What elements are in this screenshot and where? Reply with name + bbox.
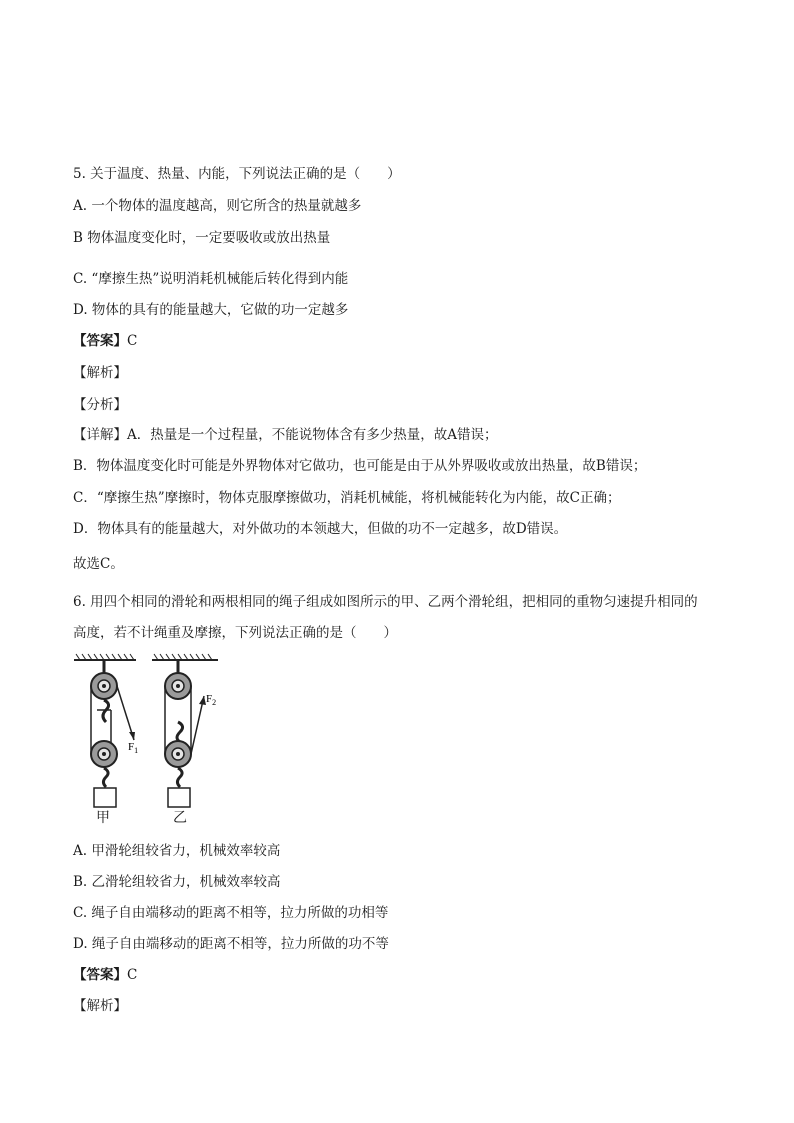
q5-analysis-tag: 【解析】	[73, 365, 127, 381]
q6-stem-line1: 6. 用四个相同的滑轮和两根相同的绳子组成如图所示的甲、乙两个滑轮组，把相同的重物匀速提升相同的	[73, 594, 698, 610]
answer-value: C	[127, 967, 138, 983]
answer-tag: 【答案】	[73, 967, 127, 983]
answer-tag: 【答案】	[73, 333, 127, 349]
q6-option-a: A. 甲滑轮组较省力，机械效率较高	[73, 843, 281, 859]
q5-fenxi-tag: 【分析】	[73, 397, 127, 413]
detail-text: A．热量是一个过程量，不能说物体含有多少热量，故A错误；	[127, 427, 498, 443]
figure-label-yi: 乙	[173, 810, 187, 826]
answer-value: C	[127, 333, 138, 349]
ceiling-right	[152, 654, 218, 660]
pulley-system-left	[91, 660, 135, 807]
detail-tag: 【详解】	[73, 427, 127, 443]
pulley-diagram	[70, 652, 240, 832]
q5-detail-a	[73, 426, 498, 444]
ceiling-left	[74, 654, 136, 660]
q6-option-d: D. 绳子自由端移动的距离不相等，拉力所做的功不等	[73, 936, 389, 952]
figure-label-jia: 甲	[96, 810, 110, 826]
q6-analysis-tag: 【解析】	[73, 998, 127, 1014]
pulley-system-right	[165, 660, 206, 807]
q5-stem: 5. 关于温度、热量、内能，下列说法正确的是（ ）	[73, 166, 401, 182]
force-label-f1: $F_1$	[128, 741, 139, 755]
q5-conclusion: 故选C。	[73, 556, 124, 572]
q5-option-d: D. 物体的具有的能量越大，它做的功一定越多	[73, 302, 349, 318]
q5-answer	[73, 332, 137, 350]
force-label-f2: $F_2$	[206, 693, 217, 707]
q5-option-a: A. 一个物体的温度越高，则它所含的热量就越多	[73, 198, 362, 214]
q5-detail-b: B．物体温度变化时可能是外界物体对它做功，也可能是由于从外界吸收或放出热量，故B错误；	[73, 458, 647, 474]
q5-option-b: B 物体温度变化时，一定要吸收或放出热量	[73, 230, 331, 246]
q6-option-b: B. 乙滑轮组较省力，机械效率较高	[73, 874, 281, 890]
q6-answer	[73, 966, 137, 984]
q5-detail-d: D．物体具有的能量越大，对外做功的本领越大，但做的功不一定越多，故D错误。	[73, 521, 568, 537]
q5-option-c: C. “摩擦生热”说明消耗机械能后转化得到内能	[73, 271, 349, 287]
pulley-figure	[70, 652, 240, 832]
q5-detail-c: C．“摩擦生热”摩擦时，物体克服摩擦做功，消耗机械能，将机械能转化为内能，故C正确；	[73, 490, 621, 506]
q6-stem-line2: 高度，若不计绳重及摩擦，下列说法正确的是（ ）	[73, 625, 397, 641]
q6-option-c: C. 绳子自由端移动的距离不相等，拉力所做的功相等	[73, 905, 389, 921]
